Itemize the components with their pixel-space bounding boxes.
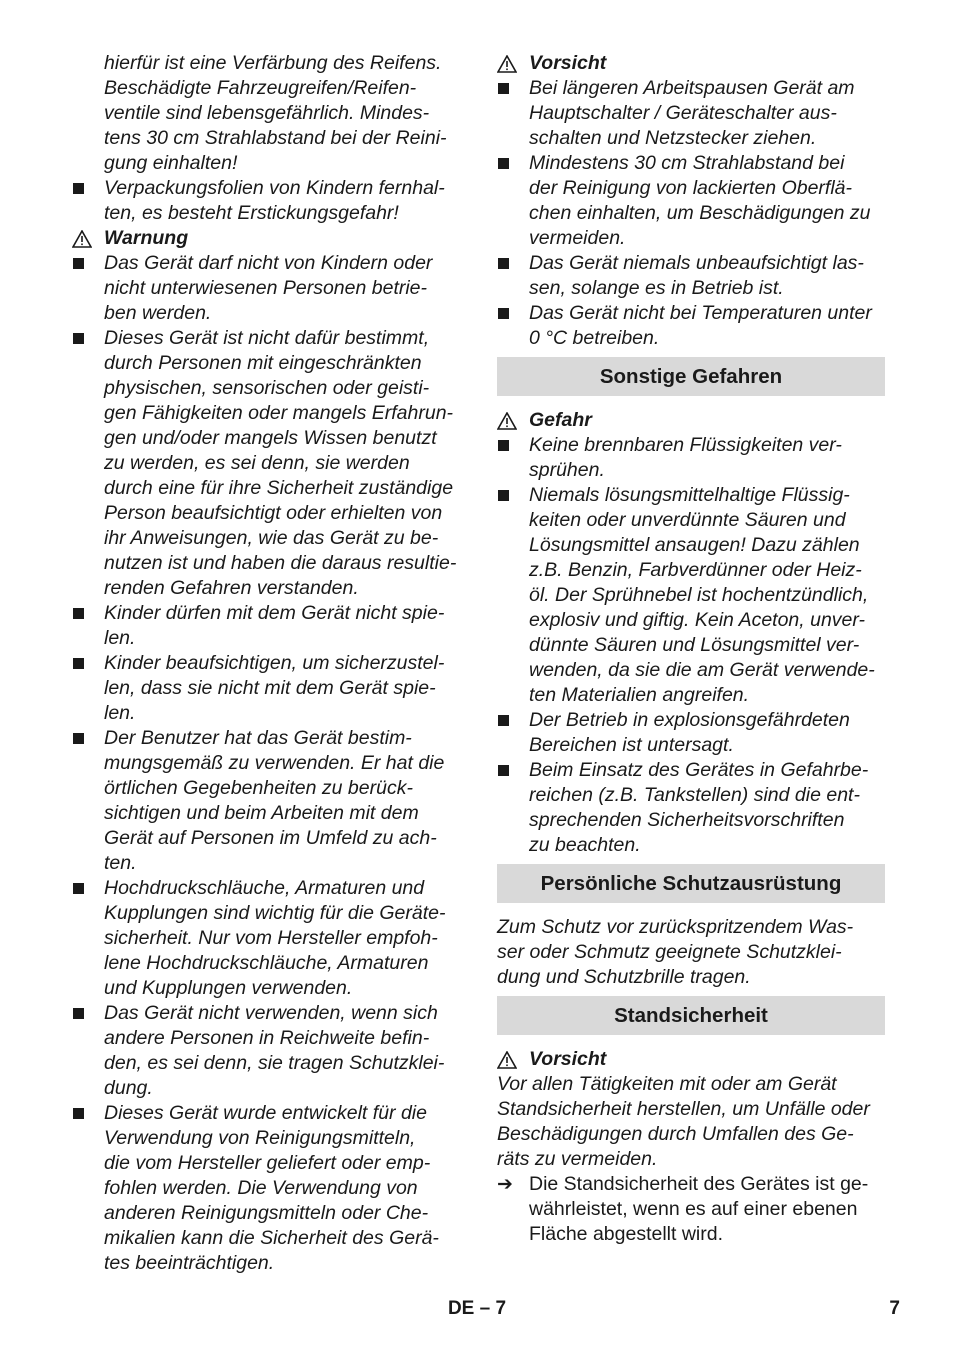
list-item [497,433,885,483]
list-item [72,1001,462,1101]
bullet-square-icon [498,308,509,319]
page-label: DE – 7 [447,1298,507,1319]
list-item-text: Kinder dürfen mit dem Gerät nicht spie- len. [104,602,445,649]
caution2-title: Vorsicht [529,1048,607,1070]
list-item-text: Dieses Gerät wurde entwickelt für die Verwendung von Reinigungsmitteln, die vom Hersteller geliefert oder emp- fohlen werden. Die Verwendung von anderen Reinigungsmitteln oder Che- mikalien kann die Sicherheit des Gerä- tes beeinträchtigen. [104,1102,439,1274]
list-item-text: Hochdruckschläuche, Armaturen und Kupplungen sind wichtig für die Geräte- sicherheit. Nur vom Hersteller empfoh- lene Hochdruckschläuche, Armaturen und Kupplungen verwenden. [104,877,446,999]
list-item [497,708,885,758]
bullet-square-icon [498,490,509,501]
bullet-square-icon [498,765,509,776]
list-item-text: Kinder beaufsichtigen, um sicherzustel- len, dass sie nicht mit dem Gerät spie- len. [104,652,445,724]
list-item [72,651,462,726]
bullet-square-icon [498,715,509,726]
section-header-standsicherheit: Standsicherheit [497,996,885,1035]
bullet-square-icon [73,658,84,669]
page-number: 7 [889,1298,900,1319]
warning-list [72,251,462,1276]
danger-title: Gefahr [529,409,592,431]
bullet-square-icon [73,183,84,194]
caution-title: Vorsicht [529,52,607,74]
list-item-text: Beim Einsatz des Gerätes in Gefahrbe- reichen (z.B. Tankstellen) sind die ent- sprechenden Sicherheitsvorschriften zu beachten. [529,759,869,856]
bullet-square-icon [498,158,509,169]
caution-list [497,76,885,351]
bullet-square-icon [73,1108,84,1119]
list-item: Verpackungsfolien von Kindern fernhal- ten, es besteht Erstickungsgefahr! [72,176,462,226]
bullet-square-icon [498,83,509,94]
caution-heading [497,51,885,76]
bullet-square-icon [73,608,84,619]
left-column [72,51,462,1276]
list-item-text: Das Gerät nicht verwenden, wenn sich andere Personen in Reichweite befin- den, es sei denn, sie tragen Schutzklei- dung. [104,1002,445,1099]
bullet-square-icon [73,1008,84,1019]
list-item [497,483,885,708]
section-header-schutzausruestung: Persönliche Schutzausrüstung [497,864,885,903]
list-item-text: Niemals lösungsmittelhaltige Flüssig- keiten oder unverdünnte Säuren und Lösungsmittel ansaugen! Dazu zählen z.B. Benzin, Farbverdünner oder Heiz- öl. Der Sprühnebel ist hochentzündlich, explosiv und giftig. Kein Aceton, unver- dünnte Säuren und Lösungsmittel ver- wenden, da sie die am Gerät verwende- ten Materialien angreifen. [529,484,875,706]
result-item: ➔ Die Standsicherheit des Gerätes ist ge- währleistet, wenn es auf einer ebenen Fläche abgestellt wird. [497,1173,869,1245]
list-item [72,876,462,1001]
warning-triangle-icon [72,230,92,248]
warning-triangle-icon [497,55,517,73]
danger-heading [497,408,885,433]
list-item [497,251,885,301]
section-header-sonstige-gefahren: Sonstige Gefahren [497,357,885,396]
list-item-text: Bei längeren Arbeitspausen Gerät am Hauptschalter / Geräteschalter aus- schalten und Netzstecker ziehen. [529,77,855,149]
warning-triangle-icon [497,1051,517,1069]
list-item-text: Der Benutzer hat das Gerät bestim- mungsgemäß zu verwenden. Er hat die örtlichen Gegebenheiten zu berück- sichtigen und beim Arbeiten mit dem Gerät auf Personen im Umfeld zu ach- ten. [104,727,445,874]
bullet-square-icon [73,333,84,344]
list-item-text: Keine brennbaren Flüssigkeiten ver- sprühen. [529,434,842,481]
list-item [497,76,885,151]
bullet-square-icon [73,883,84,894]
list-item-text: Das Gerät niemals unbeaufsichtigt las- sen, solange es in Betrieb ist. [529,252,864,299]
warning-title: Warnung [104,227,189,249]
warning-triangle-icon [497,412,517,430]
protection-paragraph: Zum Schutz vor zurückspritzendem Was- ser oder Schmutz geeignete Schutzklei- dung und Schutzbrille tragen. [497,916,854,988]
list-item-text: Dieses Gerät ist nicht dafür bestimmt, durch Personen mit eingeschränkten physischen, sensorischen oder geisti- gen Fähigkeiten oder mangels Erfahrun- gen und/oder mangels Wissen benutzt zu werden, es sei denn, sie werden durch eine für ihre Sicherheit zuständige Person beaufsichtigt oder erhielten von ihr Anweisungen, wie das Gerät zu be- nutzen ist und haben die daraus resultie- renden Gefahren verstanden. [104,327,457,599]
list-item [72,726,462,876]
right-column [497,51,885,1247]
list-item [72,326,462,601]
danger-list [497,433,885,858]
arrow-right-icon: ➔ [497,1174,513,1195]
bullet-square-icon [498,440,509,451]
list-item-text: Das Gerät nicht bei Temperaturen unter 0 °C betreiben. [529,302,872,349]
warning-heading [72,226,462,251]
list-item-text: Das Gerät darf nicht von Kindern oder nicht unterwiesenen Personen betrie- ben werden. [104,252,433,324]
bullet-square-icon [73,733,84,744]
bullet-square-icon [73,258,84,269]
list-item [497,301,885,351]
list-item [72,1101,462,1276]
continued-paragraph: hierfür ist eine Verfärbung des Reifens. Beschädigte Fahrzeugreifen/Reifen- ventile sind lebensgefährlich. Mindes- tens 30 cm Strahlabstand bei der Reini- gung einhalten! [104,52,447,174]
list-item [497,151,885,251]
list-item-text: Der Betrieb in explosionsgefährdeten Bereichen ist untersagt. [529,709,850,756]
list-item [72,251,462,326]
list-item [72,601,462,651]
bullet-square-icon [498,258,509,269]
list-item-text: Mindestens 30 cm Strahlabstand bei der Reinigung von lackierten Oberflä- chen einhalten, um Beschädigungen zu vermeiden. [529,152,871,249]
list-item [497,758,885,858]
caution2-heading [497,1047,885,1072]
stability-paragraph: Vor allen Tätigkeiten mit oder am Gerät Standsicherheit herstellen, um Unfälle oder Beschädigungen durch Umfallen des Ge- räts zu vermeiden. [497,1073,870,1170]
